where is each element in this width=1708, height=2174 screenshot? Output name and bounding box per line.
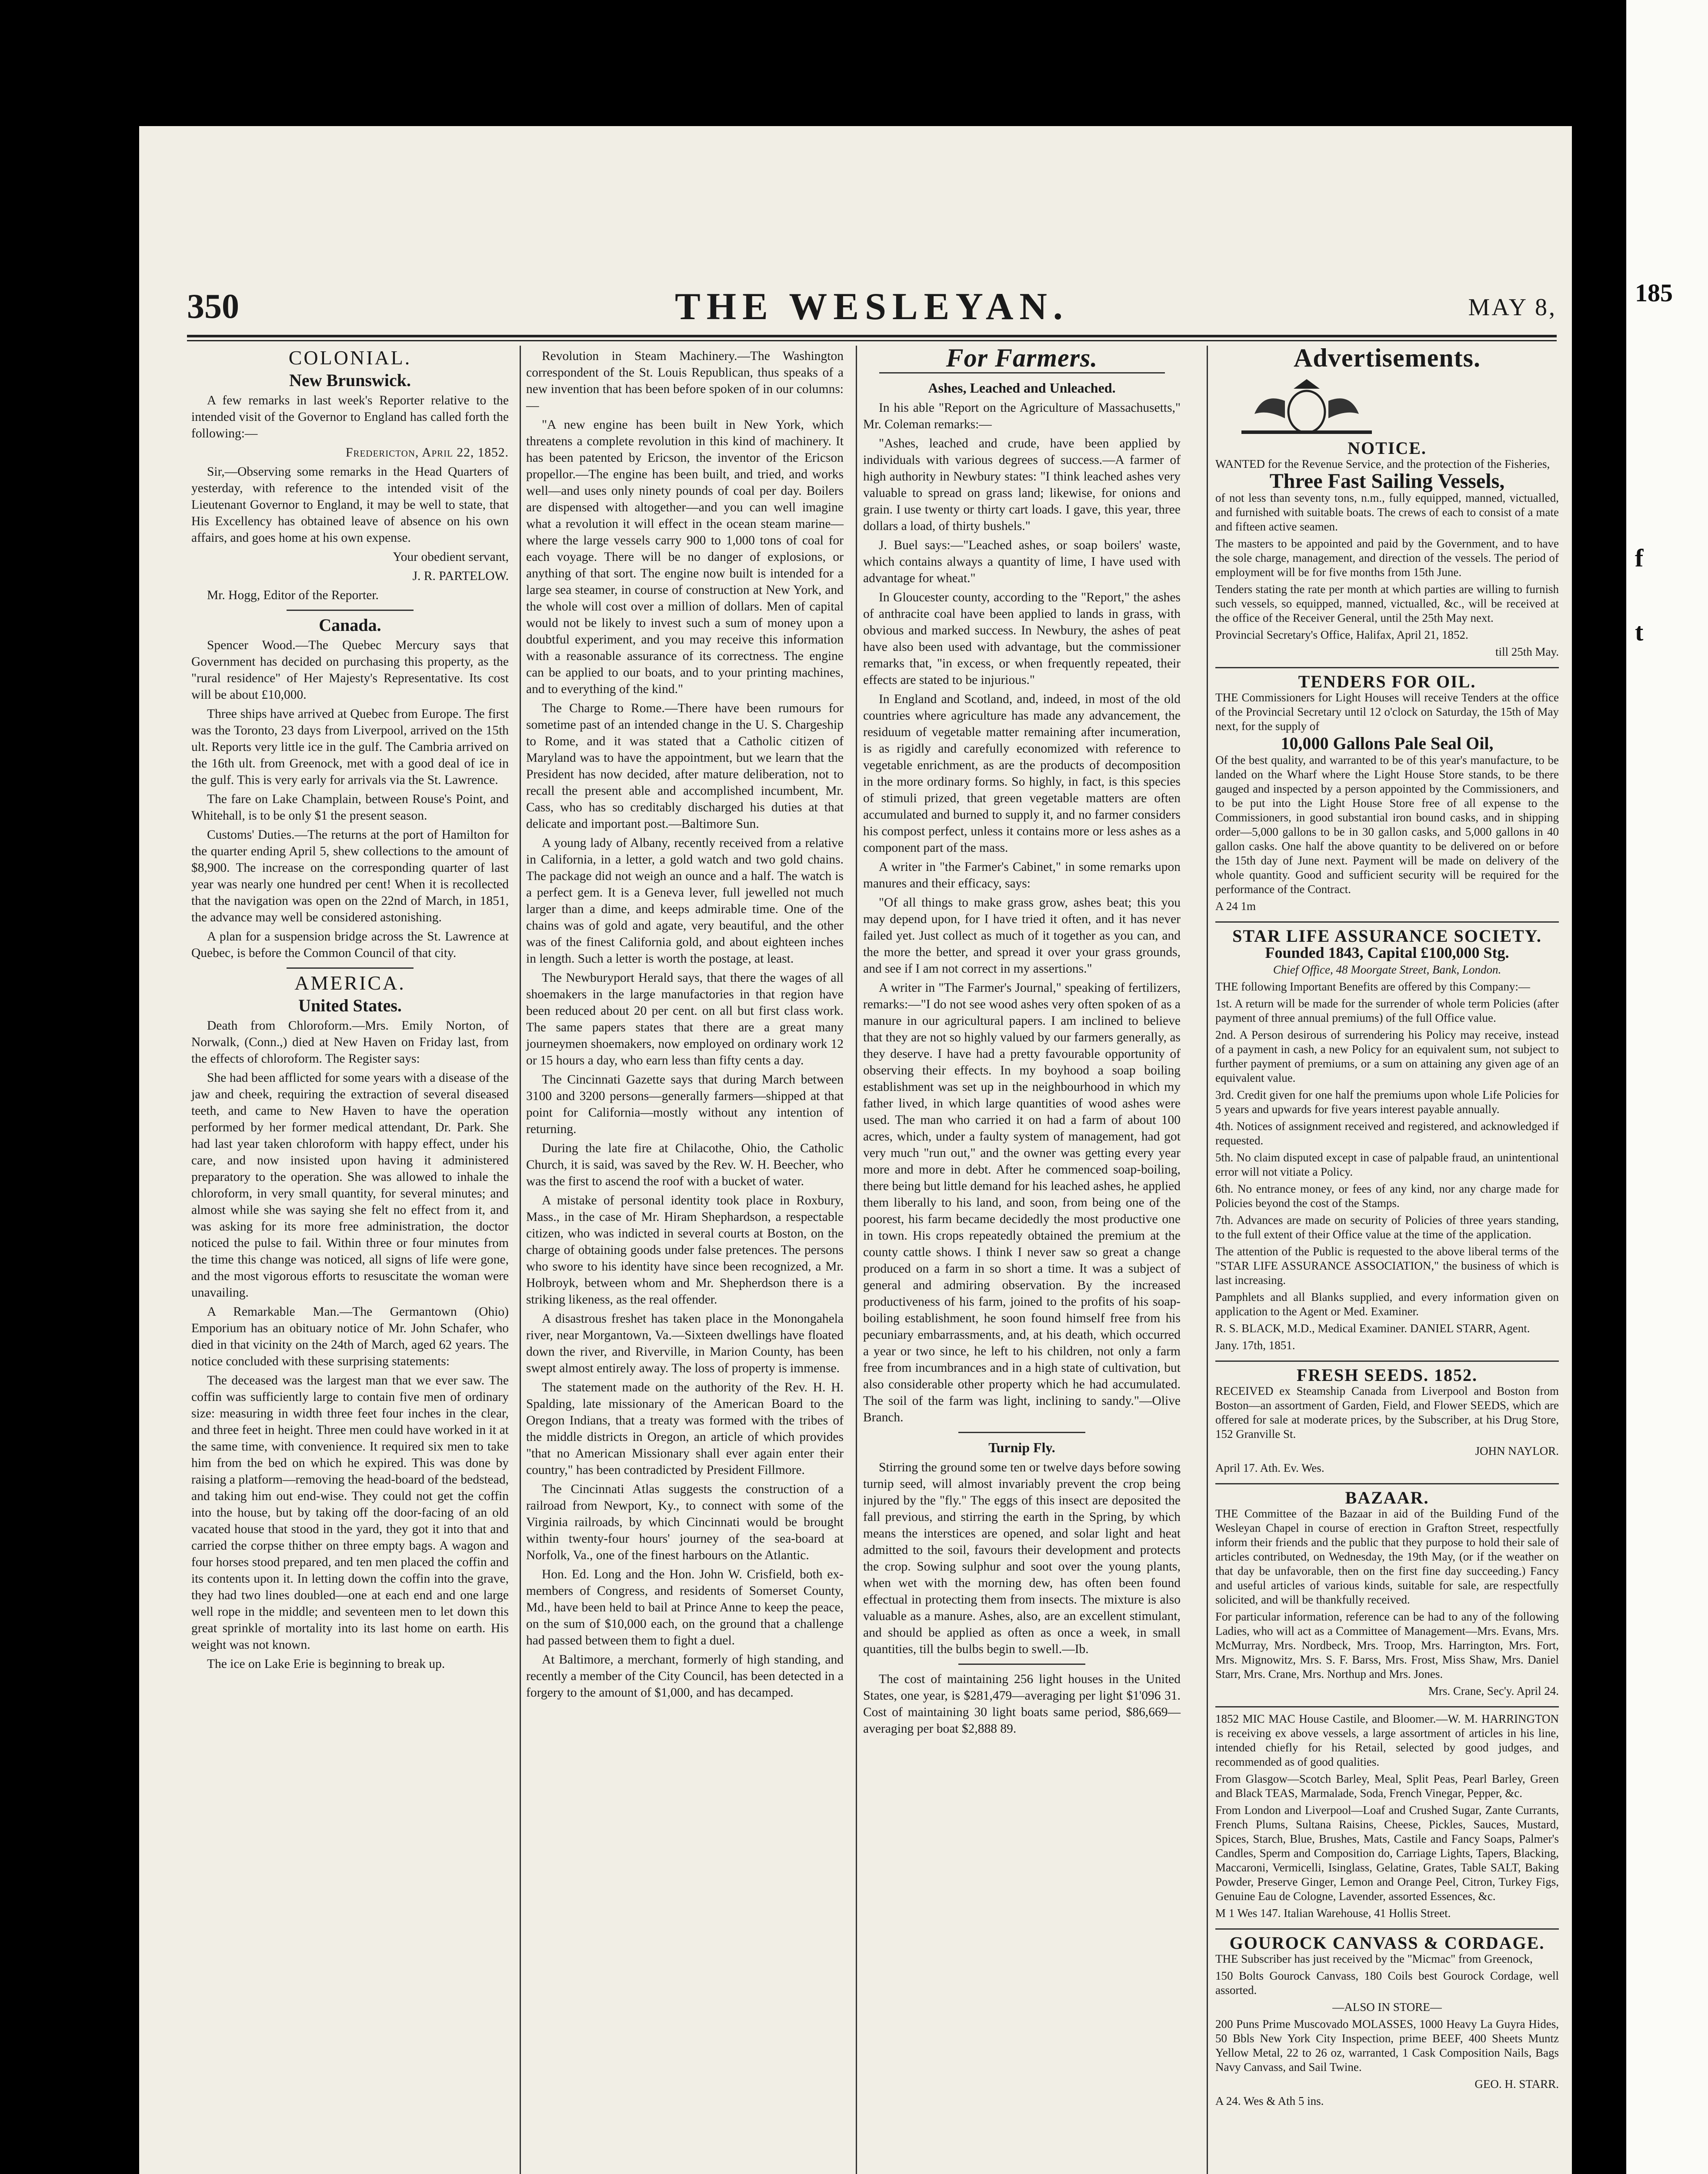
paragraph: Sir,—Observing some remarks in the Head Quarters of yesterday, with reference to the intended visit of the Lieutenant Governor to England, it may be well to state, that His Excellency has obtained leave of absence on his own affairs, and goes home at his own expense. xyxy=(191,465,509,545)
ad-text: From London and Liverpool—Loaf and Crushed Sugar, Zante Currants, French Plums, Sultana Raisins, Cheese, Pickles, Sauces, Mustard, Spices, Starch, Blue, Brushes, Mats, Castile and Fancy Soaps, Palmer's Candles, Sperm and Composition do, Carriage Lights, Tapers, Blacking, Maccaroni, Vermicelli, Isinglass, Gelatine, Grates, Table SALT, Baking Powder, Preserve Ginger, Lemon and Orange Peel, Citron, Turkey Figs, Genuine Eau de Cologne, Lavender, assorted Essences, &c. xyxy=(1215,1804,1559,1903)
paragraph: A mistake of personal identity took place in Roxbury, Mass., in the case of Mr. Hiram Shephardson, a respectable citizen, who was indicted in several courts at Boston, on the charge of obtaining goods under false pretences. The persons who swore to his identity have since been recognized, a Mr. Holbroyk, between whom and Mr. Shepherdson there is a striking likeness, as the real offender. xyxy=(526,1194,844,1307)
section-heading: COLONIAL. xyxy=(288,347,412,369)
paragraph: She had been afflicted for some years with a disease of the jaw and cheek, requiring the extraction of several diseased teeth, and came to New Haven to have the operation performed by her former medical attendant, Dr. Park. She had last year taken chloroform with happy effect, under his care, and now insisted upon having it administered preparatory to the operation. She was allowed to inhale the chloroform, in very small quantity, for several minutes; and almost while she was saying she felt no effect from it, and was asking for its more free administration, the doctor noticed the pulse to fail. Within three or four minutes from the time this change was noticed, all signs of life were gone, and the most vigorous efforts to resuscitate the woman were unavailing. xyxy=(191,1071,509,1300)
ad-text: 5th. No claim disputed except in case of palpable fraud, an unintentional error will not vitiate a Policy. xyxy=(1215,1151,1559,1178)
paragraph: In Gloucester county, according to the "Report," the ashes of anthracite coal have been applied to lands in grass, with obvious and marked success. In Newbury, the ashes of peat have also been used with advantage, but the commissioner remarks that, "in excess, or when frequently repeated, their effects are stated to be injurious." xyxy=(863,590,1181,687)
ad-text: The masters to be appointed and paid by the Government, and to have the sole charge, management, and direction of the vessels. The period of employment will be for five months from 15th June. xyxy=(1215,537,1559,579)
ad-star-life xyxy=(1215,923,1559,1362)
ad-text: THE Commissioners for Light Houses will receive Tenders at the office of the Provincial Secretary until 12 o'clock on Saturday, the 15th of May next, for the supply of xyxy=(1215,691,1559,733)
ad-text: THE Subscriber has just received by the "Micmac" from Greenock, xyxy=(1215,1952,1533,1965)
ad-text: Provincial Secretary's Office, Halifax, April 21, 1852. xyxy=(1215,628,1468,641)
ad-signature: A 24 1m xyxy=(1215,900,1256,913)
paragraph: Three ships have arrived at Quebec from Europe. The first was the Toronto, 23 days from Liverpool, arrived on the 15th ult. Reports very little ice in the gulf. The Cambria arrived on the 16th ult. from Greenock, met with a good deal of ice in the gulf. This is very early for arrivals via the St. Lawrence. xyxy=(191,707,509,787)
ad-text: WANTED for the Revenue Service, and the protection of the Fisheries, xyxy=(1215,457,1550,470)
ad-notice xyxy=(1215,370,1559,668)
paragraph: The statement made on the authority of the Rev. H. H. Spalding, late missionary of the American Board to the Oregon Indians, that a treaty was formed with the tribes of the middle districts in Oregon, an article of which provides "that no American Missionary shall ever again enter their country," has been contradicted by President Fillmore. xyxy=(526,1380,844,1477)
divider xyxy=(958,1664,1085,1665)
column-rule xyxy=(856,346,857,2174)
ad-text: 2nd. A Person desirous of surrendering his Policy may receive, instead of a payment in cash, a new Policy for an equivalent sum, not subject to further payment of premiums, or a sum on attaining any given age of an equivalent value. xyxy=(1215,1028,1559,1084)
newspaper-title: THE WESLEYAN. xyxy=(675,286,1069,328)
paragraph: The Charge to Rome.—There have been rumours for sometime past of an intended change in the U. S. Chargeship to Rome, and it was stated that a Catholic citizen of Maryland was to have the appointment, but we learn that the President has now decided, after mature deliberation, not to recall the present able and accomplished incumbent, Mr. Cass, who has so creditably discharged his duties at that delicate and important post.—Baltimore Sun. xyxy=(526,701,844,831)
ad-text: RECEIVED ex Steamship Canada from Liverpool and Boston from Boston—an assortment of Garden, Field, and Flower SEEDS, which are offered for sale at moderate prices, by the Subscriber, at his Drug Store, 152 Granville St. xyxy=(1215,1384,1559,1440)
ad-title: NOTICE. xyxy=(1348,438,1427,458)
paragraph: Stirring the ground some ten or twelve days before sowing turnip seed, will almost invariably prevent the crop being injured by the "fly." The eggs of this insect are deposited the fall previous, and stirring the earth in the Spring, by which means the interstices are opened, and solar light and heat admitted to the soil, favours their development and protects the crop. Sowing sulphur and soot over the young plants, when wet with the morning dew, has often been found effectual in protecting them from insects. The mixture is also valuable as a manure. Ashes, also, are an excellent stimulant, and should be applied as often as once a week, in small quantities, till the bulbs begin to swell.—Ib. xyxy=(863,1460,1181,1656)
ad-text: The attention of the Public is requested to the above liberal terms of the "STAR LIFE ASSURANCE ASSOCIATION," the business of which is last increasing. xyxy=(1215,1245,1559,1287)
adjacent-page-fragment: t xyxy=(1635,618,1644,646)
ad-signature: M 1 Wes 147. Italian Warehouse, 41 Hollis Street. xyxy=(1215,1907,1451,1920)
paragraph: The ice on Lake Erie is beginning to break up. xyxy=(207,1657,445,1671)
paragraph: Spencer Wood.—The Quebec Mercury says that Government has decided on purchasing this property, as the "rural residence" of Her Majesty's Representative. Its cost will be about £10,000. xyxy=(191,638,509,702)
dateline: Fredericton, April 22, 1852. xyxy=(346,446,509,460)
section-heading: Advertisements. xyxy=(1294,343,1481,372)
ad-text: Chief Office, 48 Moorgate Street, Bank, London. xyxy=(1273,963,1501,976)
masthead xyxy=(187,285,1557,335)
column-rule xyxy=(1207,346,1208,2174)
ad-text: Tenders stating the rate per month at which parties are willing to furnish such vessels, so equipped, manned, victualled, &c., will be received at the office of the Receiver General, until the 25th May next. xyxy=(1215,583,1559,624)
signature: Mr. Hogg, Editor of the Reporter. xyxy=(207,588,379,602)
paragraph: A plan for a suspension bridge across the St. Lawrence at Quebec, is before the Common Council of that city. xyxy=(191,930,509,960)
paragraph: In England and Scotland, and, indeed, in most of the old countries where agriculture has made any advancement, the residuum of vegetable matter remaining after incumeration, is as rigidly and carefully economized with reference to vegetable enrichment, as are the products of decomposition in the more ordinary forms. So highly, in fact, is this species of stimuli prized, that green vegetable matters are often accumulated and burned to supply it, and no farmer considers his compost perfect, unless it contains more or less ashes as a component part of the mass. xyxy=(863,692,1181,855)
paragraph: A disastrous freshet has taken place in the Monongahela river, near Morgantown, Va.—Sixteen dwellings have floated down the river, and Riverville, in Marion County, has been swept almost entirely away. The loss of property is immense. xyxy=(526,1312,844,1375)
page-number: 350 xyxy=(187,287,239,326)
section-heading: For Farmers. xyxy=(946,343,1098,372)
subheading: Ashes, Leached and Unleached. xyxy=(928,380,1116,396)
ad-text: THE following Important Benefits are offered by this Company:— xyxy=(1215,980,1530,993)
ad-date: A 24. Wes & Ath 5 ins. xyxy=(1215,2094,1324,2107)
ad-text: 150 Bolts Gourock Canvass, 180 Coils best Gourock Cordage, well assorted. xyxy=(1215,1969,1559,1997)
ad-text: of not less than seventy tons, n.m., fully equipped, manned, victualled, and furnished with suitable boats. The crews of each to consist of a mate and fifteen active seamen. xyxy=(1215,491,1559,533)
ad-text: From Glasgow—Scotch Barley, Meal, Split Peas, Pearl Barley, Green and Black TEAS, Marmalade, Soda, French Vinegar, Pepper, &c. xyxy=(1215,1772,1559,1800)
ad-title: GOUROCK CANVASS & CORDAGE. xyxy=(1229,1933,1545,1953)
ad-title: BAZAAR. xyxy=(1345,1488,1429,1507)
adjacent-page-fragment: f xyxy=(1635,544,1644,572)
ad-signature: Mrs. Crane, Sec'y. April 24. xyxy=(1428,1684,1559,1697)
section-heading: AMERICA. xyxy=(294,972,406,994)
ad-text: Of the best quality, and warranted to be of this year's manufacture, to be landed on the Wharf where the Light House Store stands, to be there gauged and inspected by a person appointed by the Commissioners, and to be put into the Light House Store free of all expense to the Commissioners, in good substantial iron bound casks, and in shipping order—5,000 gallons to be in 30 gallon casks, and 5,000 gallons in 40 gallon casks. One half the above quantity to be delivered on or before the 15th day of June next. Payment will be made on delivery of the whole quantity. Good and sufficient security will be required for the performance of the Contract. xyxy=(1215,754,1559,896)
ad-title: FRESH SEEDS. 1852. xyxy=(1296,1365,1478,1385)
column-news xyxy=(526,348,844,1704)
ad-date: April 17. Ath. Ev. Wes. xyxy=(1215,1461,1324,1474)
ad-text: 1st. A return will be made for the surrender of whole term Policies (after payment of three annual premiums) of the full Office value. xyxy=(1215,997,1559,1024)
ad-fresh-seeds xyxy=(1215,1362,1559,1484)
ad-tenders-oil xyxy=(1215,668,1559,923)
ad-signature: GEO. H. STARR. xyxy=(1474,2077,1559,2091)
subheading: New Brunswick. xyxy=(289,370,411,390)
ad-date: Jany. 17th, 1851. xyxy=(1215,1339,1295,1352)
adjacent-page-edge xyxy=(1626,0,1708,2174)
ad-headline: Founded 1843, Capital £100,000 Stg. xyxy=(1265,944,1509,961)
ad-text: 6th. No entrance money, or fees of any kind, nor any charge made for Policies beyond the cost of the Stamps. xyxy=(1215,1182,1559,1210)
header-rule xyxy=(187,335,1557,337)
ad-text: THE Committee of the Bazaar in aid of the Building Fund of the Wesleyan Chapel in course of erection in Grafton Street, respectfully inform their friends and the public that they purpose to hold their sale of articles contributed, on Wednesday, the 19th May, (or if the weather on that day be unfavorable, then on the first fine day succeeding.) Fancy and useful articles of various kinds, suitable for sale, are respectfully solicited, and will be thankfully received. xyxy=(1215,1507,1559,1606)
paragraph: Hon. Ed. Long and the Hon. John W. Crisfield, both ex-members of Congress, and residents of Somerset County, Md., have been held to bail at Prince Anne to keep the peace, on the sum of $10,000 each, on the ground that a challenge had passed between them to fight a duel. xyxy=(526,1567,844,1647)
paragraph: Revolution in Steam Machinery.—The Washington correspondent of the St. Louis Republican, thus speaks of a new invention that has been before spoken of in our columns:— xyxy=(526,349,844,413)
paragraph: A writer in "The Farmer's Journal," speaking of fertilizers, remarks:—"I do not see wood ashes very often spoken of as a manure in our agricultural papers. I am inclined to believe that they are not so highly valued by our farmers generally, as they deserve. I have had a pretty favourable opportunity of observing their effects. In my boyhood a soap boiling establishment was set up in the neighbourhood in which my father lived, in which large quantities of wood ashes were used. The man who carried it on had a farm of about 100 acres, which, under a faulty system of management, had got very much "run out," and the owner was getting every year more and more in debt. After he commenced soap-boiling, there being but little demand for his leached ashes, he applied them liberally to his land, and soon, from being one of the poorest, his farm became decidedly the most productive one in town. His crops repeatedly obtained the premium at the county cattle shows. I think I never saw so great a change produced on a farm in so short a time. It was a subject of general and admiring observation. By the increased productiveness of his farm, joined to the profits of his soap-boiling establishment, he soon found himself free from his pecuniary embarrassments, and, at his death, which occurred a year or two since, he left to his children, not only a farm free from incumbrances and in a high state of cultivation, but also considerable other property which he had accumulated. The soil of the farm was light, inclining to sandy."—Olive Branch. xyxy=(863,981,1181,1424)
ad-signature: till 25th May. xyxy=(1495,645,1559,658)
subheading: Turnip Fly. xyxy=(988,1440,1055,1455)
subheading: United States. xyxy=(298,996,402,1015)
ad-text: 7th. Advances are made on security of Policies of three years standing, to the full extent of their Office value at the time of the application. xyxy=(1215,1214,1559,1241)
adjacent-page-fragment: 185 xyxy=(1635,279,1673,307)
paragraph: The Cincinnati Gazette says that during March between 3100 and 3200 persons—generally farmers—shipped at that point for California—mostly without any intention of returning. xyxy=(526,1073,844,1136)
paragraph: The Cincinnati Atlas suggests the construction of a railroad from Newport, Ky., to connect with some of the Virginia railroads, by which Cincinnati would be brought within twenty-four hours' journey of the sea-board at Norfolk, Va., one of the finest harbours on the Atlantic. xyxy=(526,1482,844,1562)
ad-headline: 10,000 Gallons Pale Seal Oil, xyxy=(1281,734,1494,753)
ad-title: STAR LIFE ASSURANCE SOCIETY. xyxy=(1232,926,1542,946)
paragraph: Death from Chloroform.—Mrs. Emily Norton, of Norwalk, (Conn.,) died at New Haven on Friday last, from the effects of chloroform. The Register says: xyxy=(191,1019,509,1066)
ad-title: TENDERS FOR OIL. xyxy=(1298,672,1476,691)
paragraph: J. Buel says:—"Leached ashes, or soap boilers' waste, which contains always a quantity of lime, I have used with advantage for wheat." xyxy=(863,538,1181,585)
signature: Your obedient servant, xyxy=(393,550,509,564)
ad-micmac-house xyxy=(1215,1707,1559,1930)
paragraph: A writer in "the Farmer's Cabinet," in some remarks upon manures and their efficacy, says: xyxy=(863,860,1181,890)
column-for-farmers xyxy=(863,343,1181,1740)
divider xyxy=(879,372,1165,373)
paragraph: "Ashes, leached and crude, have been applied by individuals with various degrees of success.—A farmer of high authority in Newbury states: "I think leached ashes very valuable to spread on grass land; likewise, for onions and grain. I use twenty or thirty cart loads. I gave, this year, three dollars a load, of thirty bushels." xyxy=(863,437,1181,533)
paragraph: The cost of maintaining 256 light houses in the United States, one year, is $281,479—averaging per light $1'096 31. Cost of maintaining 30 light boats same period, $86,669—averaging per boat $2,888 89. xyxy=(863,1672,1181,1736)
paragraph: The fare on Lake Champlain, between Rouse's Point, and Whitehall, is to be only $1 the present season. xyxy=(191,792,509,823)
ad-text: Pamphlets and all Blanks supplied, and every information given on application to the Agent or Med. Examiner. xyxy=(1215,1290,1559,1318)
paragraph: The deceased was the largest man that we ever saw. The coffin was sufficiently large to contain five men of ordinary size: measuring in width three feet four inches in the clear, and three feet in height. Three men could have worked in it at the same time, with convenience. It required six men to take him from the bed on which he expired. This was done by raising a platform—removing the head-board of the bedstead, and taking him out end-wise. They could not get the coffin into the house, but by taking off the door-facing of an old vacated house that stood in the yard, they got it into that and carried the corpse thither on three empty bags. A wagon and four horses stood prepared, and ten men placed the coffin and its contents upon it. In letting down the coffin into the grave, they had two lines doubled—one at each end and one large well rope in the middle; and seventeen men to let down this great sprinkle of mortality into its last home on earth. His weight was not known. xyxy=(191,1374,509,1652)
ad-text: 1852 MIC MAC House Castile, and Bloomer.—W. M. HARRINGTON is receiving ex above vessels, a large assortment of articles in his line, intended chiefly for his Retail, selected by good judges, and recommended as of good qualities. xyxy=(1215,1712,1559,1768)
column-colonial-america xyxy=(191,348,509,1675)
issue-date: MAY 8, xyxy=(1468,294,1557,321)
ad-signature: JOHN NAYLOR. xyxy=(1475,1444,1559,1457)
ad-text: 3rd. Credit given for one half the premiums upon whole Life Policies for 5 years and upwards for five years interest payable annually. xyxy=(1215,1088,1559,1116)
ad-headline: Three Fast Sailing Vessels, xyxy=(1269,470,1505,493)
paragraph: Customs' Duties.—The returns at the port of Hamilton for the quarter ending April 5, shew collections to the amount of $8,900. The increase on the corresponding quarter of last year was nearly one hundred per cent! When it is recollected that the navigation was open on the 22nd of March, in 1851, the advance may well be considered astonishing. xyxy=(191,828,509,924)
royal-crest-icon xyxy=(1215,375,1398,436)
ad-text: —ALSO IN STORE— xyxy=(1332,2001,1442,2014)
column-advertisements xyxy=(1215,343,1559,2116)
paragraph: "Of all things to make grass grow, ashes beat; this you may depend upon, for I have tried it often, and it has never failed yet. Just collect as much of it together as you can, and the more the better, and spread it over your grass grounds, and see if I am not correct in my assertions." xyxy=(863,896,1181,976)
paragraph: In his able "Report on the Agriculture of Massachusetts," Mr. Coleman remarks:— xyxy=(863,401,1181,431)
divider xyxy=(958,1432,1085,1433)
divider xyxy=(287,610,414,611)
signature: J. R. PARTELOW. xyxy=(412,569,509,583)
paragraph: A Remarkable Man.—The Germantown (Ohio) Emporium has an obituary notice of Mr. John Schafer, who died in that vicinity on the 24th of March, aged 62 years. The notice concluded with these surprising statements: xyxy=(191,1305,509,1368)
paragraph: A young lady of Albany, recently received from a relative in California, in a letter, a gold watch and two gold chains. The package did not weigh an ounce and a half. The watch is a perfect gem. It is a Geneva lever, full jewelled not much larger than a dime, and keeps admirable time. One of the chains was of gold and agate, very beautiful, and the other was of the finest California gold, and about eighteen inches in length. Such a letter is worth the postage, at least. xyxy=(526,836,844,966)
ad-text: 200 Puns Prime Muscovado MOLASSES, 1000 Heavy La Guyra Hides, 50 Bbls New York City Inspection, prime BEEF, 400 Sheets Muntz Yellow Metal, 22 to 26 oz, warranted, 1 Cask Composition Nails, Bags Navy Canvass, and Sail Twine. xyxy=(1215,2017,1559,2074)
column-rule xyxy=(520,346,521,2174)
paragraph: A few remarks in last week's Reporter relative to the intended visit of the Governor to England has called forth the following:— xyxy=(191,393,509,440)
ad-bazaar xyxy=(1215,1484,1559,1707)
divider xyxy=(287,967,414,969)
ad-text: For particular information, reference can be had to any of the following Ladies, who will act as a Committee of Management—Mrs. Evans, Mrs. McMurray, Mrs. Nordbeck, Mrs. Troop, Mrs. Harrington, Mrs. Fort, Mrs. Mignowitz, Mrs. S. F. Barss, Mrs. Frost, Miss Shaw, Mrs. Daniel Starr, Mrs. Crane, Mrs. Northup and Mrs. Jones. xyxy=(1215,1610,1559,1681)
subheading: Canada. xyxy=(319,615,381,635)
header-rule xyxy=(187,340,1557,341)
ad-gourock xyxy=(1215,1930,1559,2116)
paragraph: At Baltimore, a merchant, formerly of high standing, and recently a member of the City Council, has been detected in a forgery to the amount of $1,000, and has decamped. xyxy=(526,1653,844,1700)
ad-text: 4th. Notices of assignment received and registered, and acknowledged if requested. xyxy=(1215,1120,1559,1147)
ad-signature: R. S. BLACK, M.D., Medical Examiner. DANIEL STARR, Agent. xyxy=(1215,1322,1530,1335)
paragraph: The Newburyport Herald says, that there the wages of all shoemakers in the large manufactories in that region have been reduced about 20 per cent. on all but first class work. The same papers states that there are a great many journeymen shoemakers, now employed on ordinary work 12 or 15 hours a day, who earn less than fifty cents a day. xyxy=(526,971,844,1067)
paragraph: During the late fire at Chilacothe, Ohio, the Catholic Church, it is said, was saved by the Rev. W. H. Beecher, who was the first to ascend the roof with a bucket of water. xyxy=(526,1141,844,1188)
paragraph: "A new engine has been built in New York, which threatens a complete revolution in this kind of machinery. It has been patented by Ericson, the inventor of the Ericson propellor.—The engine has been built, and tried, and works well—and uses only ninety pounds of coal per day. Boilers are dispensed with altogether—and you can well imagine what a revolution it will effect in the ocean steam marine—where the large vessels carry 900 to 1,000 tons of coal for each voyage. There will be no danger of explosions, or anything of that sort. The engine now built is intended for a large sea steamer, in course of construction at New York, and the whole will cost over a million of dollars. Men of capital would not be likely to invest such a sum of money upon a doubtful experiment, and you may receive this information with a reasonable assurance of its correctness. The engine can be applied to our boats, and to your printing machines, and to everything of the kind." xyxy=(526,418,844,696)
